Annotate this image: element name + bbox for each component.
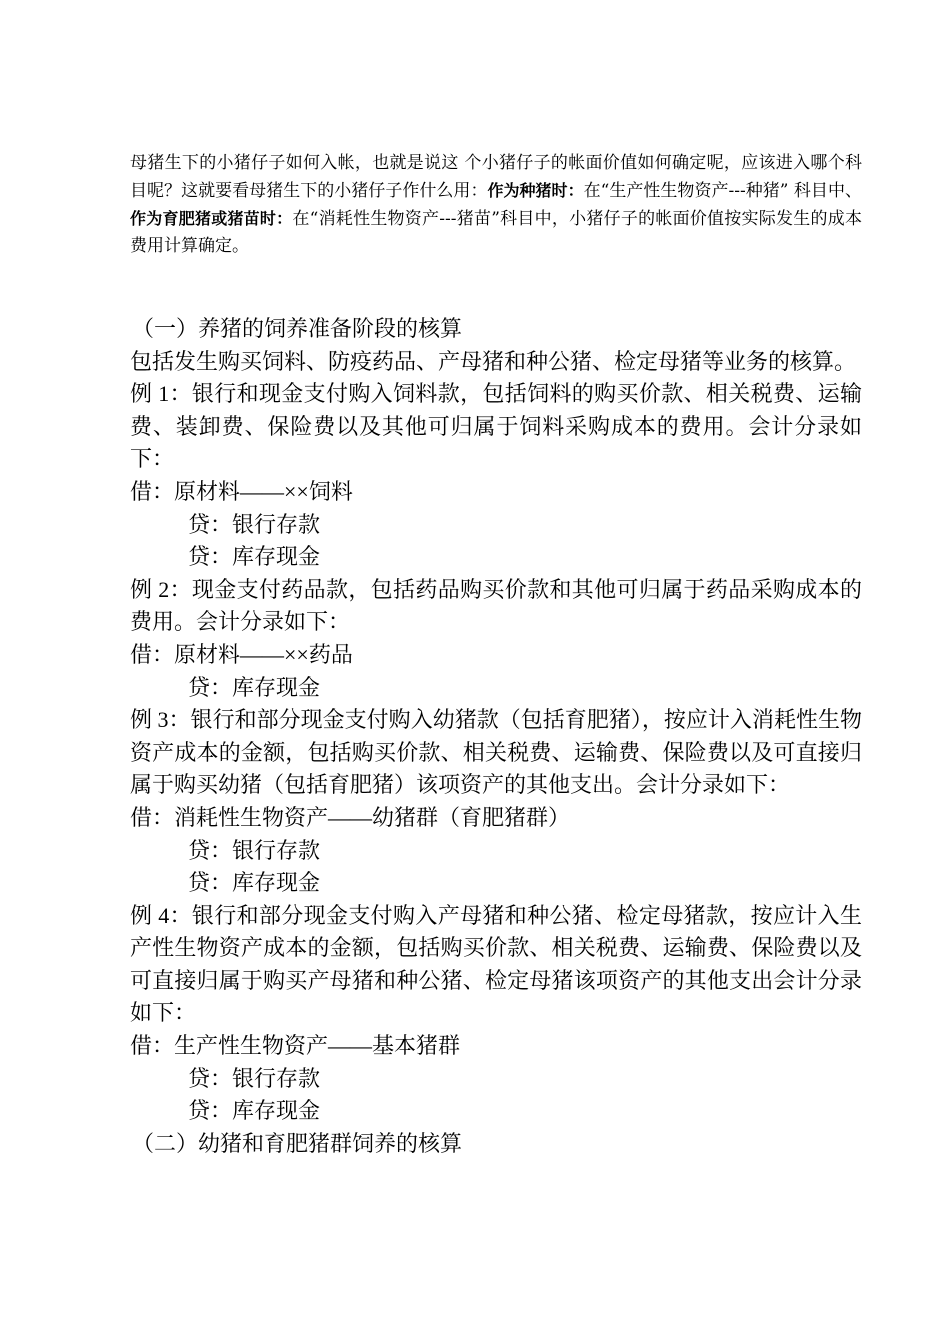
body-section — [130, 313, 862, 1160]
journal-credit-line: 贷：银行存款 — [188, 1065, 321, 1091]
journal-credit-line: 贷：库存现金 — [188, 674, 321, 700]
example-1: 例 1：银行和现金支付购入饲料款，包括饲料的购买价款、相关税费、运输费、装卸费、保险费以及其他可归属于饲料采购成本的费用。会计分录如下： — [130, 381, 862, 472]
intro-paragraph — [130, 150, 862, 260]
intro-bold-fattening: 作为育肥猪或猪苗时： — [130, 209, 293, 228]
section-heading-1: （一）养猪的饲养准备阶段的核算 — [132, 316, 463, 341]
example-2: 例 2：现金支付药品款，包括药品购买价款和其他可归属于药品采购成本的费用。会计分录如下： — [130, 576, 862, 635]
intro-text-2: 在“生产性生物资产---种猪” 科目中、 — [583, 181, 862, 201]
section-heading-2: （二）幼猪和育肥猪群饲养的核算 — [132, 1130, 463, 1156]
journal-debit-line: 借：原材料——××饲料 — [130, 478, 353, 504]
journal-credit-line: 贷：库存现金 — [188, 544, 321, 570]
journal-debit-line: 借：生产性生物资产——基本猪群 — [130, 1033, 461, 1059]
journal-debit-line: 借：消耗性生物资产——幼猪群（育肥猪群） — [130, 804, 571, 830]
body-paragraph: 包括发生购买饲料、防疫药品、产母猪和种公猪、检定母猪等业务的核算。 — [130, 348, 857, 374]
intro-bold-breeding: 作为种猪时： — [487, 181, 584, 200]
intro-text-1: 母猪生下的小猪仔子如何入帐，也就是说这 个小猪仔子的帐面价值如何确定呢，应该进入哪个科目呢？这就要看母猪生下的小猪仔子作什么用： — [130, 153, 862, 201]
journal-credit-line: 贷：银行存款 — [188, 837, 321, 863]
example-3: 例 3：银行和部分现金支付购入幼猪款（包括育肥猪），按应计入消耗性生物资产成本的金额，包括购买价款、相关税费、运输费、保险费以及可直接归属于购买幼猪（包括育肥猪）该项资产的其他支出。会计分录如下： — [130, 707, 862, 798]
journal-credit-line: 贷：银行存款 — [188, 511, 321, 537]
journal-debit-line: 借：原材料——××药品 — [130, 641, 353, 667]
example-4: 例 4：银行和部分现金支付购入产母猪和种公猪、检定母猪款，按应计入生产性生物资产成本的金额，包括购买价款、相关税费、运输费、保险费以及可直接归属于购买产母猪和种公猪、检定母猪该项资产的其他支出会计分录如下： — [130, 902, 862, 1026]
intro-text-3: 在“消耗性生物资产---猪苗”科目中，小猪仔子的帐面价值按实际发生的成本费用计算确定。 — [130, 209, 862, 256]
journal-credit-line: 贷：库存现金 — [188, 1098, 321, 1124]
journal-credit-line: 贷：库存现金 — [188, 870, 321, 896]
